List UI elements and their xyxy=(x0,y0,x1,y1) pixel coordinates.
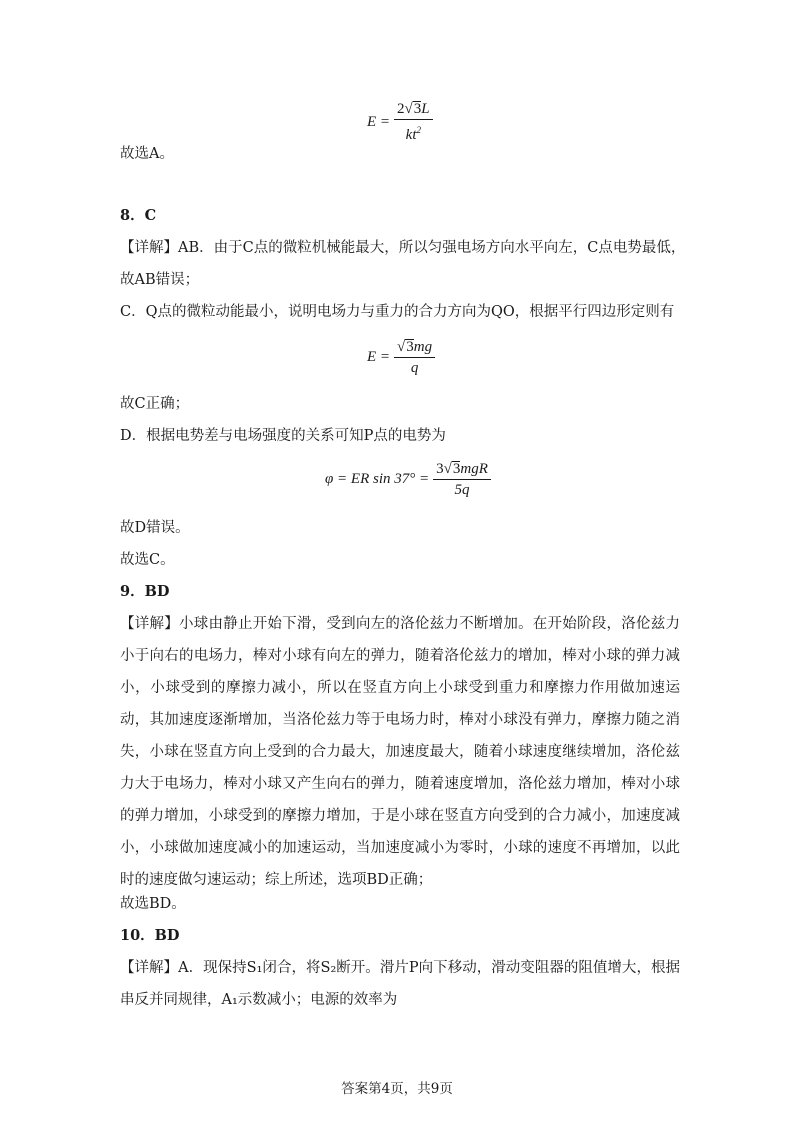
equation-potential xyxy=(325,460,491,499)
q10-heading: 10．BD xyxy=(120,927,180,944)
eq1-var: L xyxy=(421,101,430,117)
eq2-numerator: √ 3 mg xyxy=(394,338,435,358)
eq1-denominator: $kt^2$ xyxy=(405,125,421,143)
page-footer: 答案第4页，共9页 xyxy=(341,1081,453,1097)
eq2-denominator: q xyxy=(410,360,419,376)
eq3-fraction xyxy=(433,460,491,499)
sqrt-symbol: √ 3 xyxy=(397,339,414,355)
q9-answer: 故选BD。 xyxy=(120,896,186,912)
eq3-numerator: 3 √ 3 mgR xyxy=(433,460,491,480)
q9-detail: 【详解】小球由静止开始下滑，受到向左的洛伦兹力不断增加。在开始阶段，洛伦兹力小于向右的电场力，棒对小球有向左的弹力，随着洛伦兹力的增加，棒对小球的弹力减小，小球受到的摩擦力减小，所以在竖直方向上小球受到重力和摩擦力作用做加速运动，其加速度逐渐增加，当洛伦兹力等于电场力时，棒对小球没有弹力，摩擦力随之消失，小球在竖直方向上受到的合力最大，加速度最大，随着小球速度继续增加，洛伦兹力大于电场力，棒对小球又产生向右的弹力，随着速度增加，洛伦兹力增加，棒对小球的弹力增加，小球受到的摩擦力增加，于是小球在竖直方向受到的合力减小，加速度减小，小球做加速度减小的加速运动，当加速度减小为零时，小球的速度不再增加，以此时的速度做匀速运动；综上所述，选项BD正确； xyxy=(120,616,680,888)
q8-detail-line-2: 故AB错误； xyxy=(120,272,200,288)
eq2-fraction xyxy=(394,338,435,377)
eq3-denominator: 5q xyxy=(454,482,470,498)
q8-d-wrong: 故D错误。 xyxy=(120,520,190,536)
q9-heading: 9．BD xyxy=(120,583,170,600)
eq3-lhs: φ = ER sin 37° = xyxy=(325,471,430,487)
q8-detail-line-3: C．Q点的微粒动能最小，说明电场力与重力的合力方向为QO，根据平行四边形定则有 xyxy=(120,304,675,320)
q8-detail-line-1: 【详解】AB．由于C点的微粒机械能最大，所以匀强电场方向水平向左，C点电势最低， xyxy=(120,240,686,256)
sqrt-symbol: √ 3 xyxy=(404,101,422,117)
equation-e-field-2 xyxy=(367,338,435,377)
sqrt-symbol: √ 3 xyxy=(443,461,461,477)
eq1-coef: 2 xyxy=(397,101,405,117)
eq1-numerator xyxy=(394,100,433,120)
q8-d-line: D．根据电势差与电场强度的关系可知P点的电势为 xyxy=(120,428,446,444)
q8-c-correct: 故C正确； xyxy=(120,396,190,412)
equation-e-field-1 xyxy=(367,100,433,144)
eq2-lhs: E = xyxy=(367,349,391,365)
q8-answer: 故选C。 xyxy=(120,552,175,568)
q8-heading: 8．C xyxy=(120,207,157,224)
q7-answer: 故选A。 xyxy=(120,146,174,162)
eq1-lhs: E = xyxy=(367,113,391,130)
q10-detail: 【详解】A．现保持S₁闭合，将S₂断开。滑片P向下移动，滑动变阻器的阻值增大，根据串反并同规律，A₁示数减小；电源的效率为 xyxy=(120,960,680,1008)
eq1-fraction xyxy=(394,100,433,144)
